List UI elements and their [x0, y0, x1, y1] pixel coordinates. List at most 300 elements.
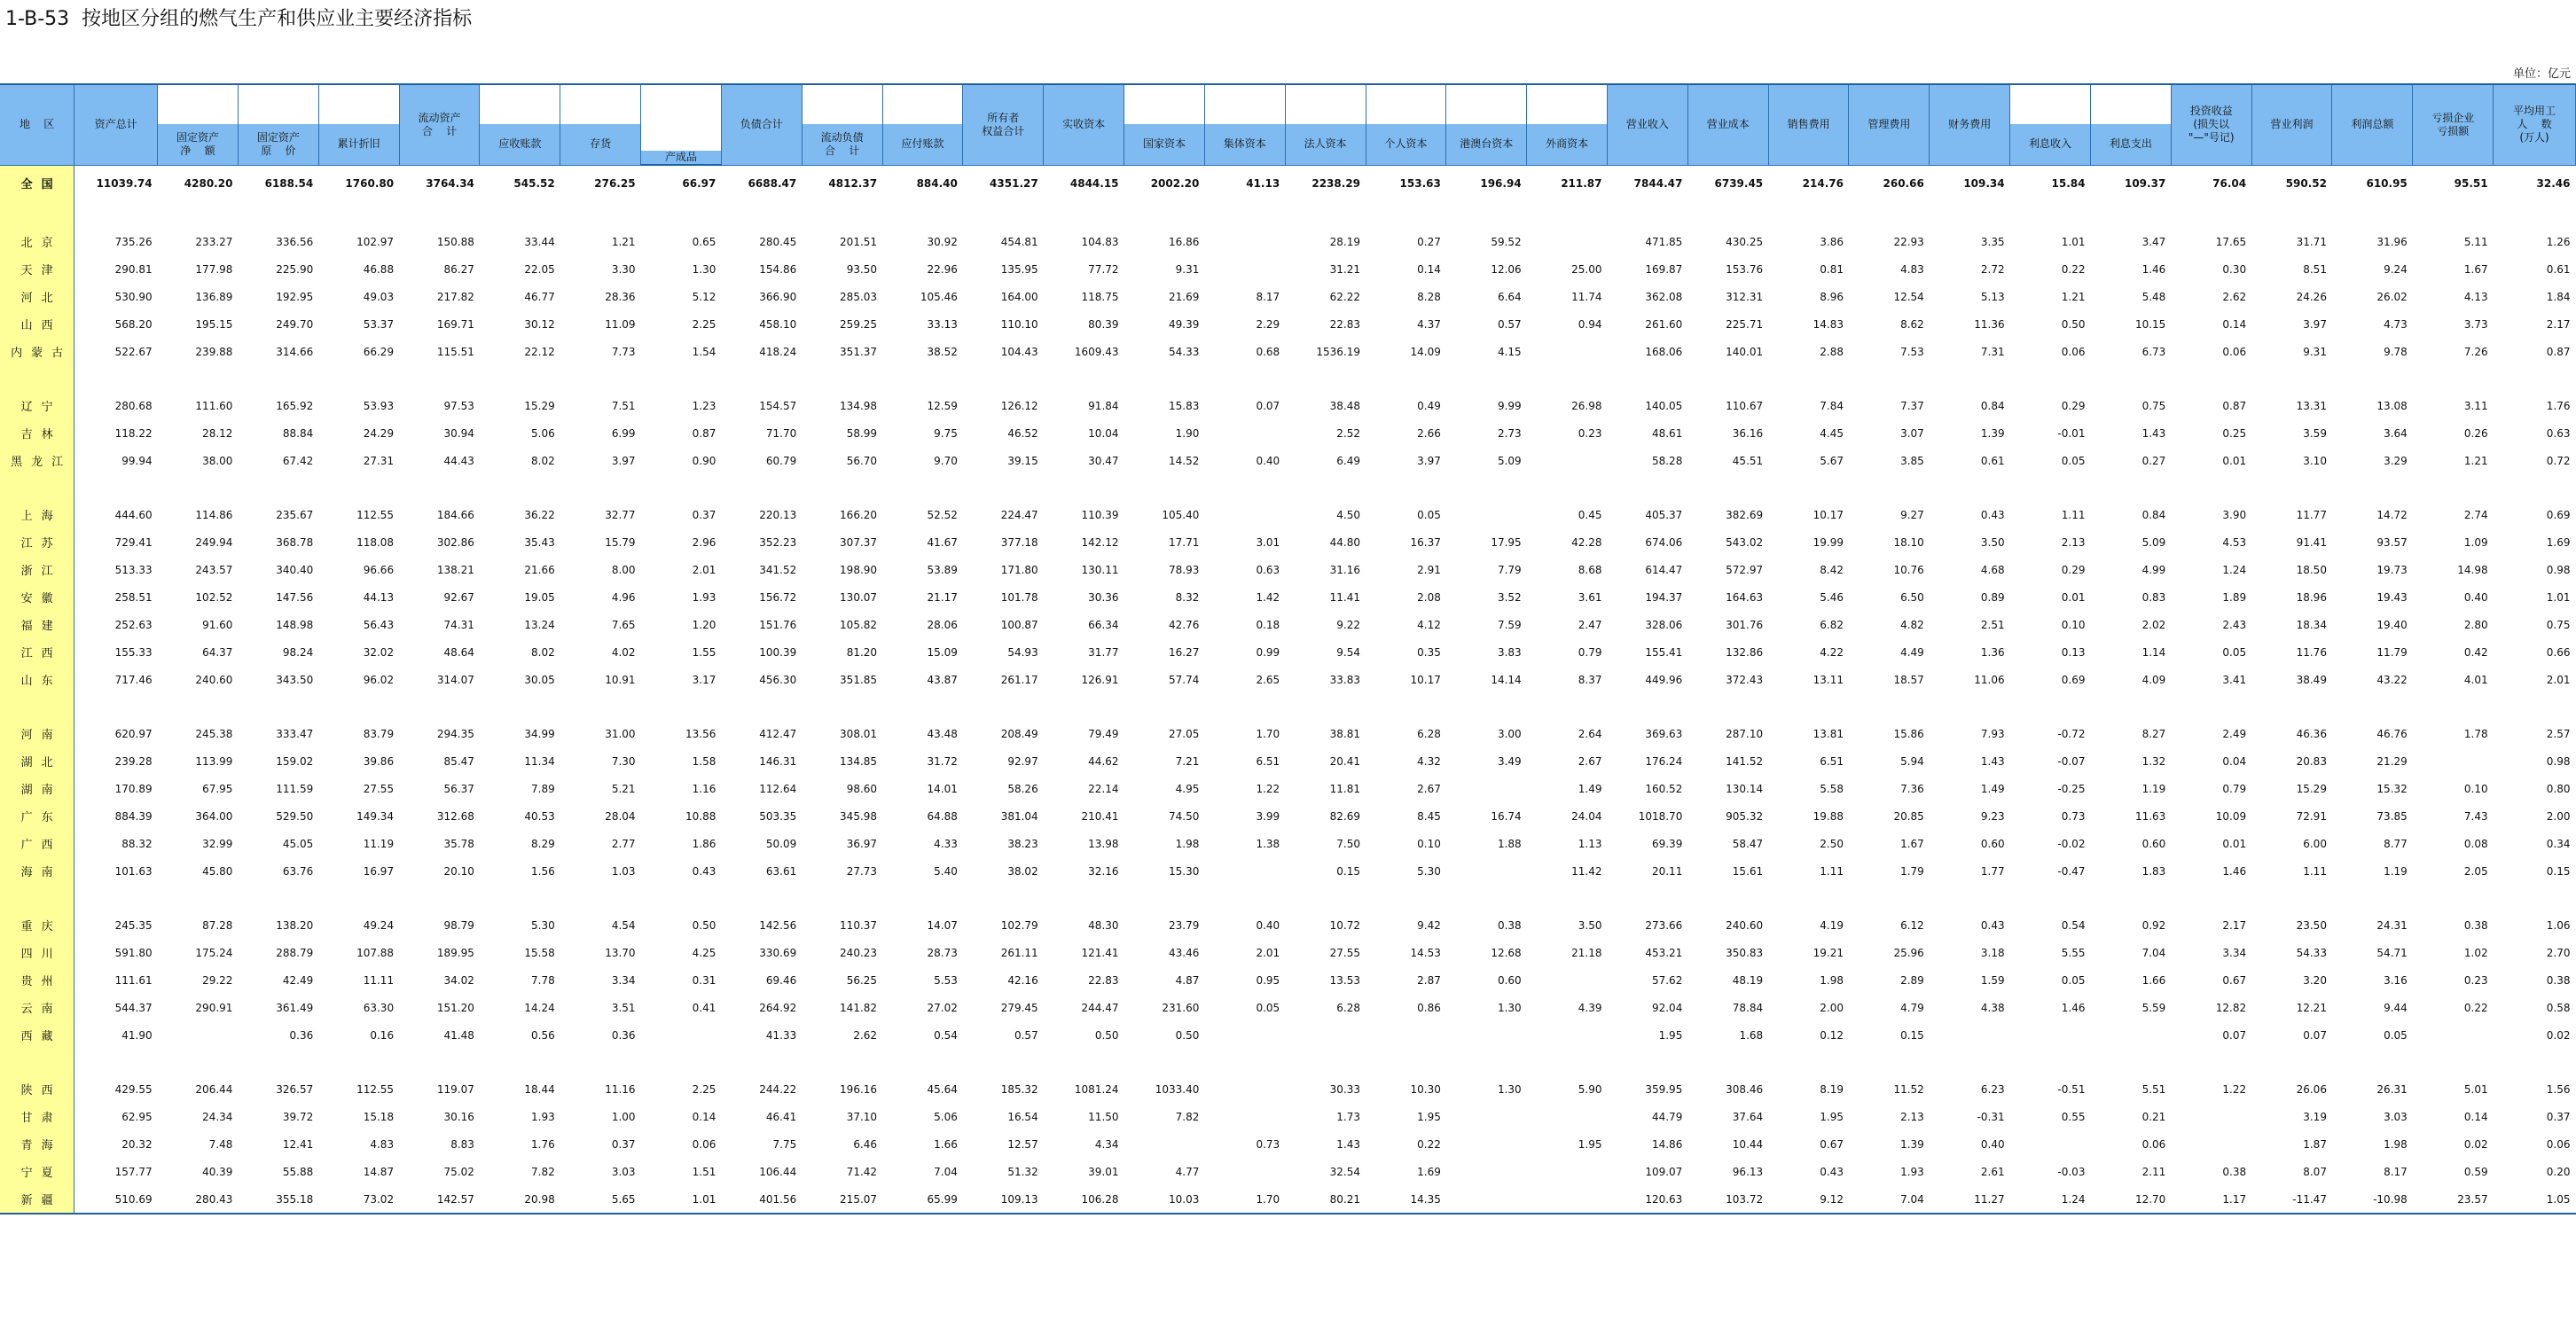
value-cell: 3.18	[1980, 946, 2005, 959]
value-cell: 4.79	[1900, 1001, 1924, 1014]
value-cell: 0.50	[1175, 1028, 1200, 1042]
value-cell: 5.65	[611, 1192, 636, 1206]
table-row	[0, 419, 2576, 447]
value-cell	[1204, 255, 1285, 283]
value-cell: 4351.27	[990, 176, 1038, 190]
value-cell: 45.64	[927, 1082, 958, 1096]
value-cell: 0.10	[1417, 837, 1441, 850]
value-cell: 355.18	[276, 1192, 314, 1206]
value-cell: 11.16	[605, 1082, 636, 1096]
value-cell: 8.07	[2303, 1165, 2327, 1178]
value-cell: 194.37	[1645, 590, 1683, 604]
value-cell: 0.86	[1417, 1001, 1441, 1014]
value-cell: 24.26	[2296, 290, 2327, 303]
value-cell: 189.95	[436, 946, 474, 959]
value-cell: 9.22	[1336, 618, 1361, 631]
value-cell: 1.76	[531, 1137, 555, 1151]
value-cell: 1.66	[934, 1137, 958, 1151]
value-cell: 38.00	[202, 454, 233, 467]
value-cell: 3.35	[1980, 235, 2005, 248]
value-cell: 3.97	[611, 454, 636, 467]
value-cell: 154.86	[759, 262, 797, 276]
value-cell: 1.98	[1820, 973, 1844, 987]
value-cell: 0.14	[692, 1110, 716, 1123]
value-cell: 33.44	[524, 235, 555, 248]
value-cell: -0.47	[2057, 864, 2086, 878]
value-cell: 4.73	[2384, 317, 2408, 331]
value-cell	[2171, 1103, 2251, 1130]
value-cell: 11.41	[1329, 590, 1361, 604]
value-cell: 30.94	[443, 426, 474, 440]
value-cell: 97.53	[443, 399, 474, 412]
value-cell: 244.47	[1081, 1001, 1119, 1014]
value-cell: 56.70	[846, 454, 878, 467]
value-cell: 0.50	[1094, 1028, 1119, 1042]
value-cell: 1.95	[1578, 1137, 1602, 1151]
value-cell: 2.29	[1256, 317, 1280, 331]
value-cell: 0.05	[1417, 508, 1441, 521]
value-cell: 30.16	[443, 1110, 474, 1123]
region-cell: 安徽	[0, 583, 74, 611]
value-cell: 0.45	[1578, 508, 1602, 521]
value-cell: 17.65	[2215, 235, 2247, 248]
value-cell: 0.02	[2546, 1028, 2571, 1042]
value-cell: 10.15	[2134, 317, 2166, 331]
value-cell: 67.95	[202, 782, 233, 795]
value-cell	[1204, 1103, 1285, 1130]
value-cell: 4.45	[1820, 426, 1844, 440]
value-cell: 1.88	[1497, 837, 1522, 850]
value-cell: 27.73	[846, 864, 878, 878]
value-cell: 4.09	[2141, 673, 2166, 686]
value-cell: 6.51	[1820, 754, 1844, 768]
value-cell: 1.79	[1900, 864, 1924, 878]
value-cell: 5.30	[531, 918, 555, 932]
value-cell: 369.63	[1645, 727, 1683, 740]
value-cell: 1.59	[1980, 973, 2005, 987]
value-cell: 19.21	[1813, 946, 1844, 959]
value-cell: 111.59	[276, 782, 314, 795]
value-cell: 2238.29	[1311, 176, 1361, 190]
value-cell: 0.12	[1820, 1028, 1844, 1042]
value-cell: 66.34	[1088, 618, 1119, 631]
value-cell: 0.13	[2061, 645, 2086, 659]
value-cell: 4.13	[2463, 290, 2488, 303]
value-cell: 26.02	[2376, 290, 2408, 303]
value-cell: 2.00	[1820, 1001, 1844, 1014]
value-cell: -0.07	[2057, 754, 2086, 768]
value-cell: 0.69	[2061, 673, 2086, 686]
value-cell: 503.35	[759, 809, 797, 823]
value-cell: 120.63	[1645, 1192, 1683, 1206]
value-cell: 210.41	[1081, 809, 1119, 823]
value-cell: 43.48	[927, 727, 958, 740]
value-cell: 1.87	[2303, 1137, 2327, 1151]
value-cell: 6.51	[1256, 754, 1280, 768]
value-cell: 1.06	[2546, 918, 2571, 932]
value-cell: 102.97	[356, 235, 395, 248]
value-cell: 7.79	[1497, 563, 1522, 576]
value-cell: 26.98	[1571, 399, 1602, 412]
value-cell: 22.12	[524, 345, 555, 358]
value-cell: 2002.20	[1150, 176, 1200, 190]
value-cell: 1.95	[1658, 1028, 1683, 1042]
value-cell: 4.15	[1497, 345, 1522, 358]
value-cell: 0.80	[2546, 782, 2571, 795]
value-cell: 8.28	[1417, 290, 1441, 303]
value-cell: 0.61	[1980, 454, 2005, 467]
value-cell: 1.22	[2222, 1082, 2247, 1096]
table-row	[0, 1158, 2576, 1185]
value-cell: 240.60	[1726, 918, 1764, 932]
value-cell: 0.73	[2061, 809, 2086, 823]
value-cell: 2.67	[1417, 782, 1441, 795]
value-cell: 2.13	[1900, 1110, 1924, 1123]
value-cell: 9.75	[934, 426, 958, 440]
value-cell: 118.75	[1081, 290, 1119, 303]
table-row	[0, 255, 2576, 283]
value-cell: 1.24	[2061, 1192, 2086, 1206]
value-cell: 1.93	[1900, 1165, 1924, 1178]
value-cell: 0.40	[1256, 454, 1280, 467]
value-cell: -0.72	[2057, 727, 2086, 740]
value-cell: 14.86	[1651, 1137, 1683, 1151]
value-cell: 31.72	[927, 754, 958, 768]
value-cell: 1.38	[1256, 837, 1280, 850]
value-cell: 7.51	[611, 399, 636, 412]
value-cell: 1.43	[1336, 1137, 1361, 1151]
page-title: 1-B-53 按地区分组的燃气生产和供应业主要经济指标	[5, 8, 473, 30]
value-cell: 8.19	[1820, 1082, 1844, 1096]
value-cell: 350.83	[1726, 946, 1764, 959]
value-cell: 177.98	[195, 262, 233, 276]
region-cell: 全国	[0, 165, 74, 201]
table-row	[0, 939, 2576, 966]
value-cell: 1.23	[692, 399, 716, 412]
value-cell: 211.87	[1561, 176, 1602, 190]
value-cell: 273.66	[1645, 918, 1683, 932]
value-cell: 76.04	[2212, 176, 2247, 190]
value-cell: 0.68	[1256, 345, 1280, 358]
value-cell: 5.09	[1497, 454, 1522, 467]
value-cell: 156.72	[759, 590, 797, 604]
value-cell: 36.22	[524, 508, 555, 521]
value-cell: 6.12	[1900, 918, 1924, 932]
value-cell: 301.76	[1726, 618, 1764, 631]
value-cell: 1.42	[1256, 590, 1280, 604]
value-cell: 0.69	[2546, 508, 2571, 521]
value-cell	[1124, 1130, 1205, 1158]
value-cell: 7.36	[1900, 782, 1924, 795]
value-cell: 42.28	[1571, 535, 1602, 549]
value-cell: 43.22	[2376, 673, 2408, 686]
value-cell: 239.88	[195, 345, 233, 358]
value-cell: 8.68	[1578, 563, 1602, 576]
value-cell: 58.28	[1651, 454, 1683, 467]
value-cell: 3.07	[1900, 426, 1924, 440]
table-row	[0, 747, 2576, 775]
value-cell: 0.54	[2061, 918, 2086, 932]
value-cell: 0.30	[2222, 262, 2247, 276]
value-cell: 0.14	[2222, 317, 2247, 331]
value-cell: 15.83	[1169, 399, 1200, 412]
header-foreign-capital: 外商资本	[1527, 124, 1608, 165]
value-cell: 0.20	[2546, 1165, 2571, 1178]
table-row	[0, 802, 2576, 830]
value-cell: 1.76	[2546, 399, 2571, 412]
value-cell	[1446, 1103, 1527, 1130]
value-cell	[1204, 501, 1285, 528]
value-cell: 37.10	[846, 1110, 878, 1123]
value-cell: 0.14	[1417, 262, 1441, 276]
value-cell: 3.03	[611, 1165, 636, 1178]
value-cell: 73.02	[363, 1192, 395, 1206]
value-cell: 2.02	[2141, 618, 2166, 631]
region-cell: 浙江	[0, 556, 74, 583]
value-cell: 111.61	[114, 973, 153, 987]
value-cell: 429.55	[114, 1082, 153, 1096]
value-cell: 42.49	[282, 973, 314, 987]
spacer-row	[0, 885, 2576, 911]
value-cell: 28.04	[605, 809, 636, 823]
value-cell: 13.56	[685, 727, 716, 740]
value-cell: -10.98	[2373, 1192, 2408, 1206]
value-cell: 2.01	[692, 563, 716, 576]
value-cell: 1.93	[531, 1110, 555, 1123]
value-cell: 112.64	[759, 782, 797, 795]
region-cell: 湖南	[0, 775, 74, 802]
header-paid-in-capital: 实收资本	[1044, 84, 1124, 165]
value-cell: 7.82	[531, 1165, 555, 1178]
value-cell: 1760.80	[345, 176, 395, 190]
value-cell: 5.06	[531, 426, 555, 440]
header-fixed-assets-original: 固定资产 原 价	[238, 124, 318, 165]
value-cell: 1.11	[2303, 864, 2327, 878]
value-cell: 19.73	[2376, 563, 2408, 576]
value-cell: 243.57	[195, 563, 233, 576]
value-cell: 31.21	[1329, 262, 1361, 276]
value-cell: 10.76	[1893, 563, 1924, 576]
value-cell: 285.03	[840, 290, 878, 303]
value-cell: 138.21	[436, 563, 474, 576]
value-cell: 11.52	[1893, 1082, 1924, 1096]
unit-label: 单位：亿元	[2512, 67, 2571, 81]
value-cell	[1285, 1021, 1366, 1049]
value-cell: 2.01	[2546, 673, 2571, 686]
value-cell: 6.46	[853, 1137, 878, 1151]
value-cell: 54.93	[1007, 645, 1038, 659]
value-cell: 5.67	[1820, 454, 1844, 467]
value-cell: 164.63	[1726, 590, 1764, 604]
value-cell: 0.37	[611, 1137, 636, 1151]
value-cell: 38.23	[1007, 837, 1038, 850]
value-cell: 40.53	[524, 809, 555, 823]
value-cell: 294.35	[436, 727, 474, 740]
value-cell: 9.12	[1820, 1192, 1844, 1206]
value-cell: 0.72	[2546, 454, 2571, 467]
value-cell: 111.60	[195, 399, 233, 412]
value-cell: 729.41	[114, 535, 153, 549]
value-cell: 85.47	[443, 754, 474, 768]
value-cell: 1.69	[2546, 535, 2571, 549]
value-cell: 44.79	[1651, 1110, 1683, 1123]
table-row	[0, 338, 2576, 365]
value-cell: 132.86	[1726, 645, 1764, 659]
value-cell: 30.05	[524, 673, 555, 686]
value-cell: 110.39	[1081, 508, 1119, 521]
value-cell: 2.62	[853, 1028, 878, 1042]
value-cell	[1527, 228, 1608, 255]
table-row	[0, 447, 2576, 474]
value-cell: 8.45	[1417, 809, 1441, 823]
value-cell: 130.11	[1081, 563, 1119, 576]
value-cell: 6.50	[1900, 590, 1924, 604]
value-cell: 7.37	[1900, 399, 1924, 412]
value-cell: 93.50	[846, 262, 878, 276]
value-cell: 0.38	[1497, 918, 1522, 932]
value-cell: 1.22	[1256, 782, 1280, 795]
value-cell: 39.01	[1088, 1165, 1119, 1178]
value-cell: 287.10	[1726, 727, 1764, 740]
table-row	[0, 720, 2576, 747]
table-row	[0, 1021, 2576, 1049]
value-cell: 1.56	[2546, 1082, 2571, 1096]
value-cell	[641, 1021, 722, 1049]
value-cell: 46.76	[2376, 727, 2408, 740]
value-cell: 5.30	[1417, 864, 1441, 878]
value-cell	[158, 1021, 239, 1049]
value-cell: 4.54	[611, 918, 636, 932]
header-investment-income: 投资收益 (损失以 "—"号记)	[2171, 84, 2251, 165]
value-cell: 0.06	[2141, 1137, 2166, 1151]
table-row	[0, 392, 2576, 419]
value-cell: 20.10	[443, 864, 474, 878]
value-cell: 12.70	[2134, 1192, 2166, 1206]
value-cell: 135.95	[1000, 262, 1038, 276]
value-cell: 15.84	[2051, 176, 2086, 190]
value-cell: 130.14	[1726, 782, 1764, 795]
value-cell: 18.10	[1893, 535, 1924, 549]
value-cell: 1018.70	[1638, 809, 1683, 823]
value-cell: 0.84	[1980, 399, 2005, 412]
header-finished-goods: 产成品	[641, 151, 722, 165]
value-cell: 0.07	[2303, 1028, 2327, 1042]
value-cell: 169.71	[436, 317, 474, 331]
value-cell: 7.48	[208, 1137, 233, 1151]
value-cell: -0.01	[2057, 426, 2086, 440]
value-cell	[1527, 1158, 1608, 1185]
value-cell: 343.50	[276, 673, 314, 686]
value-cell: 280.43	[195, 1192, 233, 1206]
value-cell: 16.74	[1491, 809, 1522, 823]
header-hk-macao-taiwan-capital: 港澳台资本	[1446, 124, 1527, 165]
value-cell: 10.17	[1410, 673, 1441, 686]
value-cell: 1.95	[1820, 1110, 1844, 1123]
value-cell: 6739.45	[1714, 176, 1764, 190]
value-cell: 98.79	[443, 918, 474, 932]
value-cell: 44.80	[1329, 535, 1361, 549]
value-cell: 57.62	[1651, 973, 1683, 987]
value-cell: 4812.37	[828, 176, 878, 190]
value-cell: 0.23	[1578, 426, 1602, 440]
value-cell: 63.30	[363, 1001, 395, 1014]
value-cell: 4.95	[1175, 782, 1200, 795]
value-cell: 88.84	[282, 426, 314, 440]
value-cell: 6.00	[2303, 837, 2327, 850]
value-cell: 15.86	[1893, 727, 1924, 740]
value-cell: 1.30	[1497, 1082, 1522, 1096]
value-cell: 217.82	[436, 290, 474, 303]
value-cell: 1.67	[2463, 262, 2488, 276]
value-cell: 39.86	[363, 754, 395, 768]
value-cell: 3.10	[2303, 454, 2327, 467]
header-interest-income: 利息收入	[2010, 124, 2091, 165]
value-cell: 75.02	[443, 1165, 474, 1178]
value-cell: 0.60	[1980, 837, 2005, 850]
value-cell: 38.48	[1329, 399, 1361, 412]
value-cell: 1.89	[2222, 590, 2247, 604]
value-cell: 0.05	[2384, 1028, 2408, 1042]
value-cell: 0.05	[2222, 645, 2247, 659]
value-cell	[1204, 1021, 1285, 1049]
value-cell: 2.67	[1578, 754, 1602, 768]
value-cell: 4.68	[1980, 563, 2005, 576]
value-cell: 307.37	[840, 535, 878, 549]
value-cell: 5.59	[2141, 1001, 2166, 1014]
value-cell: 38.81	[1329, 727, 1361, 740]
value-cell: 64.88	[927, 809, 958, 823]
region-cell: 贵州	[0, 966, 74, 994]
value-cell: 0.29	[2061, 399, 2086, 412]
value-cell: 1.02	[2463, 946, 2488, 959]
value-cell: 330.69	[759, 946, 797, 959]
value-cell: 8.42	[1820, 563, 1844, 576]
value-cell: 14.01	[927, 782, 958, 795]
value-cell: 93.57	[2376, 535, 2408, 549]
value-cell: 8.27	[2141, 727, 2166, 740]
value-cell: 2.05	[2463, 864, 2488, 878]
value-cell: 96.02	[363, 673, 395, 686]
value-cell: 7.21	[1175, 754, 1200, 768]
value-cell: 5.01	[2463, 1082, 2488, 1096]
spacer-cell	[74, 885, 2576, 911]
value-cell: 510.69	[114, 1192, 153, 1206]
value-cell: 0.04	[2222, 754, 2247, 768]
value-cell: 168.06	[1645, 345, 1683, 358]
value-cell: 0.60	[2141, 837, 2166, 850]
value-cell: 13.11	[1813, 673, 1844, 686]
value-cell: 14.98	[2457, 563, 2488, 576]
value-cell: 8.00	[611, 563, 636, 576]
value-cell: 1.98	[2384, 1137, 2408, 1151]
value-cell: 105.46	[920, 290, 958, 303]
value-cell: 401.56	[759, 1192, 797, 1206]
value-cell: 336.56	[276, 235, 314, 248]
region-cell: 吉林	[0, 419, 74, 447]
value-cell: 48.64	[443, 645, 474, 659]
value-cell: 105.40	[1162, 508, 1200, 521]
value-cell: 245.38	[195, 727, 233, 740]
value-cell: 1.26	[2546, 235, 2571, 248]
value-cell: 1.49	[1980, 782, 2005, 795]
value-cell: 4.37	[1417, 317, 1441, 331]
value-cell: 4.83	[370, 1137, 395, 1151]
value-cell: 4.87	[1175, 973, 1200, 987]
value-cell: 0.01	[2222, 454, 2247, 467]
spacer-cell	[74, 201, 2576, 228]
value-cell: 98.24	[282, 645, 314, 659]
value-cell: 95.51	[2454, 176, 2488, 190]
